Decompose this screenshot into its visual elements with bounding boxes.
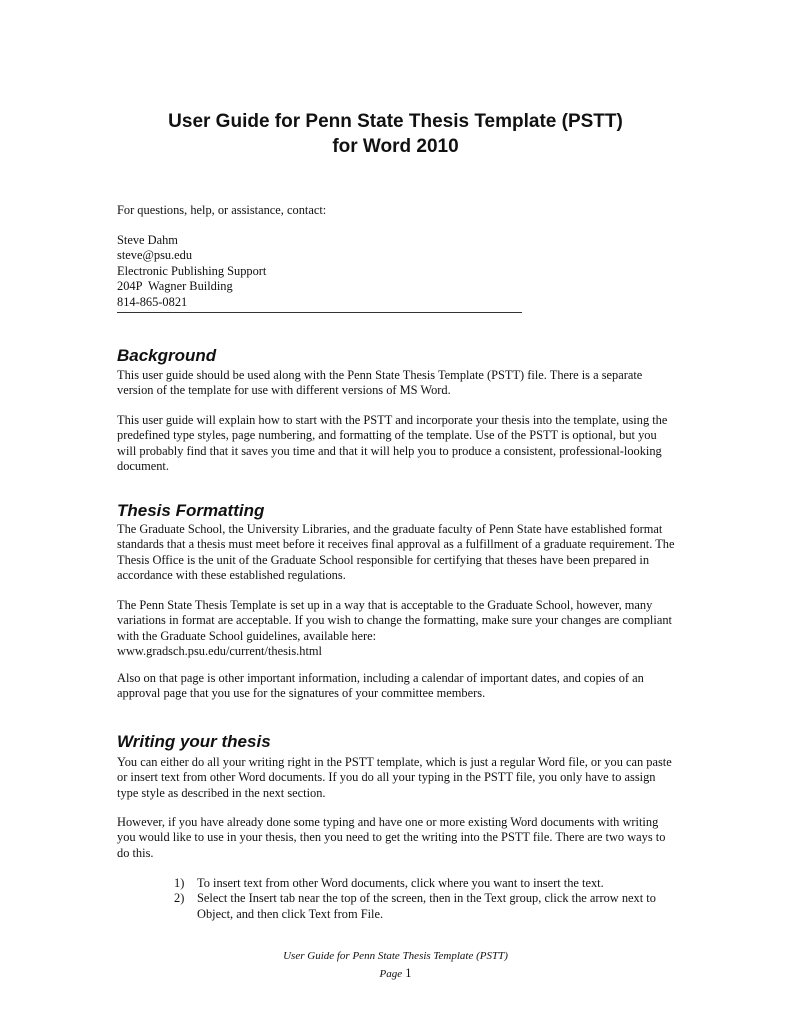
- background-paragraph-1: This user guide should be used along with the Penn State Thesis Template (PSTT) file. There is a separate version of the template for use with different versions of MS Word.: [117, 368, 643, 398]
- guidelines-link[interactable]: www.gradsch.psu.edu/current/thesis.html: [117, 644, 322, 659]
- contact-name: Steve Dahm: [117, 233, 178, 247]
- heading-writing-your-thesis: Writing your thesis: [117, 732, 271, 751]
- contact-department: Electronic Publishing Support: [117, 263, 267, 278]
- thesis-formatting-paragraph-1: The Graduate School, the University Libraries, and the graduate faculty of Penn State have established format standards that a thesis must meet before it receives final approval as a fulfillment of a graduate requirement. The Thesis Office is the unit of the Graduate School responsible for certifying that theses have been prepared in accordance with these established regulations.: [117, 522, 675, 583]
- steps-list: [174, 876, 674, 922]
- list-item-number: 1): [174, 876, 185, 890]
- writing-paragraph-2: However, if you have already done some typing and have one or more existing Word documents with writing you would like to use in your thesis, then you need to get the writing into the PSTT file. There are two ways to do this.: [117, 815, 666, 860]
- list-item-text: Select the Insert tab near the top of the screen, then in the Text group, click the arrow next to Object, and then click Text from File.: [197, 891, 656, 921]
- footer-page-number: 1: [405, 966, 412, 981]
- thesis-formatting-paragraph-2: [117, 598, 677, 660]
- list-item-number: 2): [174, 891, 185, 906]
- document-title-line1: User Guide for Penn State Thesis Template (PSTT): [168, 111, 623, 132]
- contact-office: 204P Wagner Building: [117, 279, 233, 294]
- thesis-formatting-paragraph-2-text: The Penn State Thesis Template is set up in a way that is acceptable to the Graduate School, however, many variations in format are acceptable. If you wish to change the formatting, make sure your changes are compliant with the Graduate School guidelines, available here:: [117, 598, 672, 643]
- page-footer: [0, 949, 791, 983]
- document-title-line2: for Word 2010: [332, 136, 459, 157]
- thesis-formatting-paragraph-3: Also on that page is other important information, including a calendar of important dates, and copies of an approval page that you use for the signatures of your committee members.: [117, 671, 644, 701]
- contact-email: steve@psu.edu: [117, 248, 193, 263]
- contact-intro: For questions, help, or assistance, contact:: [117, 203, 327, 217]
- footer-page-label: Page: [379, 968, 403, 981]
- contact-phone: 814-865-0821: [117, 294, 188, 309]
- footer-title: User Guide for Penn State Thesis Template (PSTT): [283, 950, 508, 962]
- heading-thesis-formatting: Thesis Formatting: [117, 501, 265, 520]
- contact-block: [117, 233, 677, 310]
- list-item: [174, 891, 674, 922]
- footer-page-number-line: [0, 966, 791, 982]
- heading-background: Background: [117, 346, 217, 365]
- writing-paragraph-1: You can either do all your writing right in the PSTT template, which is just a regular Word file, or you can paste or insert text from other Word documents. If you do all your typing in the PSTT file, you only have to assign type style as described in the next section.: [117, 755, 672, 800]
- section-divider: [117, 312, 522, 313]
- background-paragraph-2: This user guide will explain how to start with the PSTT and incorporate your thesis into the template, using the predefined type styles, page numbering, and formatting of the template. Use of the PSTT is optional, but you will probably find that it saves you time and that it will help you to produce a consistent, professional-looking document.: [117, 413, 668, 474]
- list-item-text: To insert text from other Word documents, click where you want to insert the text.: [197, 876, 604, 890]
- list-item: [174, 876, 674, 891]
